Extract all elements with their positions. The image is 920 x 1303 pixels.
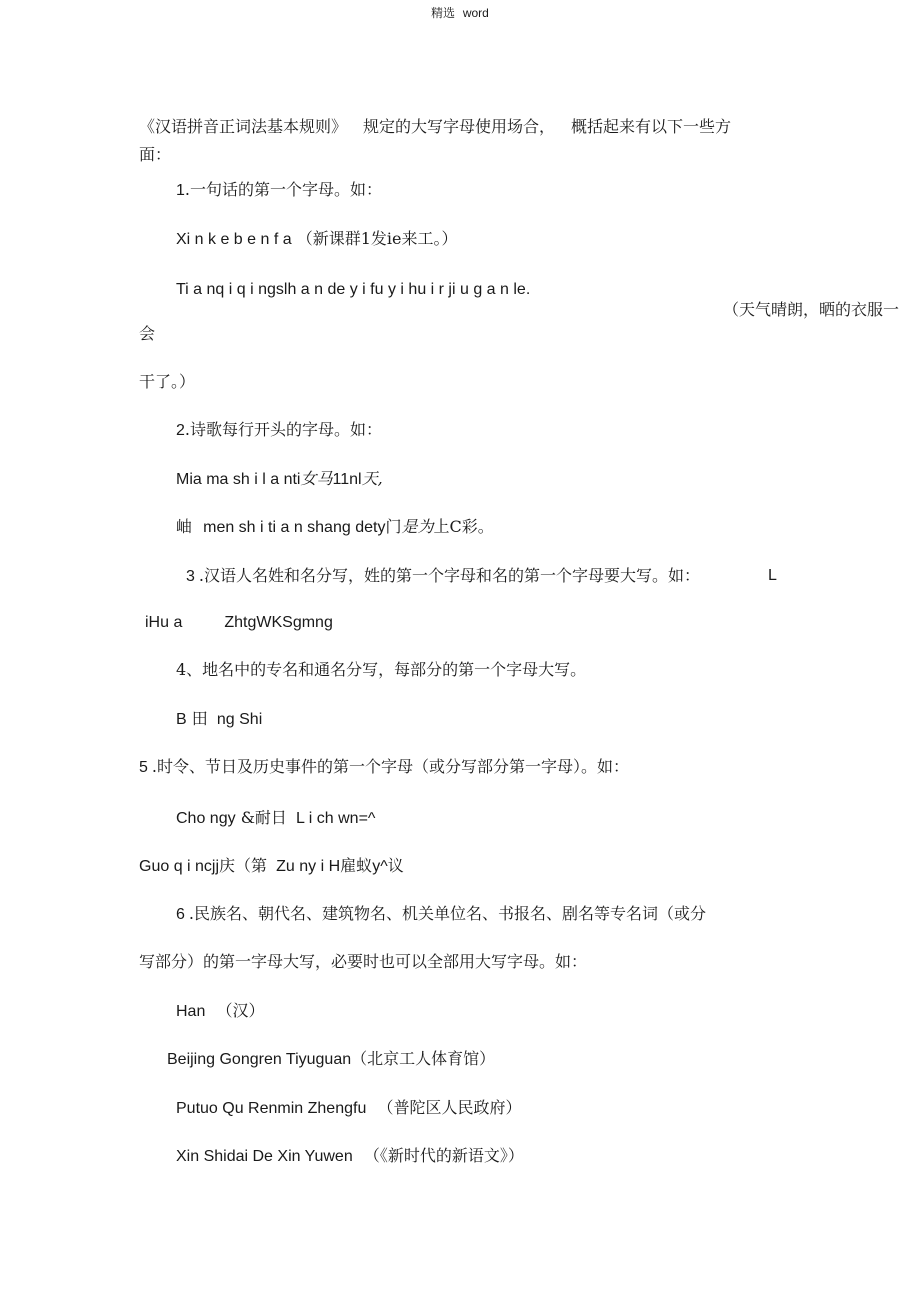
rule-6-example-4: Xin Shidai De Xin Yuwen （《新时代的新语文》）: [176, 1146, 524, 1165]
intro-line-2: 面：: [139, 145, 172, 164]
header-en: word: [462, 6, 489, 20]
rule-1-example-1: Xi n k e b e n f a （新课群1发ie来工。）: [176, 229, 458, 248]
rule-1-example-2-translation-end: 干了。）: [139, 372, 196, 391]
rule-2-heading: 2.诗歌每行开头的字母。如：: [176, 420, 382, 439]
rule-2-example-1: Mia ma sh i l a nti女马11nl天,: [176, 469, 383, 488]
rule-4-heading: 4、地名中的专名和通名分写，每部分的第一个字母大写。: [176, 660, 587, 679]
rule-1-example-2-translation: （天气晴朗，晒的衣服一: [723, 300, 900, 319]
rule-5-heading: 5 .时令、节日及历史事件的第一个字母（或分写部分第一字母）。如：: [139, 757, 629, 776]
rule-1-heading: 1.一句话的第一个字母。如：: [176, 180, 382, 199]
page-header: [431, 3, 489, 23]
rule-6-example-1: Han （汉）: [176, 1001, 265, 1020]
rule-6-example-2: Beijing Gongren Tiyuguan（北京工人体育馆）: [167, 1049, 496, 1068]
rule-3-example: iHu a ZhtgWKSgmng: [145, 614, 333, 631]
header-cn: 精选: [431, 6, 456, 20]
rule-5-example-1: Cho ngy &耐日 L i ch wn=^: [176, 808, 376, 827]
rule-2-example-2: 岫 men sh i ti a n shang dety门是为上C彩。: [176, 517, 494, 536]
rule-6-heading-cont: 写部分）的第一字母大写，必要时也可以全部用大写字母。如：: [139, 952, 588, 971]
rule-4-example: B 田 ng Shi: [176, 709, 263, 728]
rule-6-heading: 6 .民族名、朝代名、建筑物名、机关单位名、书报名、剧名等专名词（或分: [176, 904, 706, 923]
rule-1-example-2-translation-cont: 会: [139, 324, 156, 343]
rule-3-heading: 3 .汉语人名姓和名分写，姓的第一个字母和名的第一个字母要大写。如：: [186, 566, 700, 585]
rule-3-heading-tail: L: [768, 567, 777, 584]
rule-1-example-2: Ti a nq i q i ngslh a n de y i fu y i hu i r ji u g a n le.: [176, 281, 531, 298]
rule-6-example-3: Putuo Qu Renmin Zhengfu （普陀区人民政府）: [176, 1098, 522, 1117]
rule-5-example-2: Guo q i ncjj庆（第 Zu ny i H雇蚁y^议: [139, 856, 404, 875]
intro-line-1: 《汉语拼音正词法基本规则》 规定的大写字母使用场合， 概括起来有以下一些方: [139, 117, 732, 136]
